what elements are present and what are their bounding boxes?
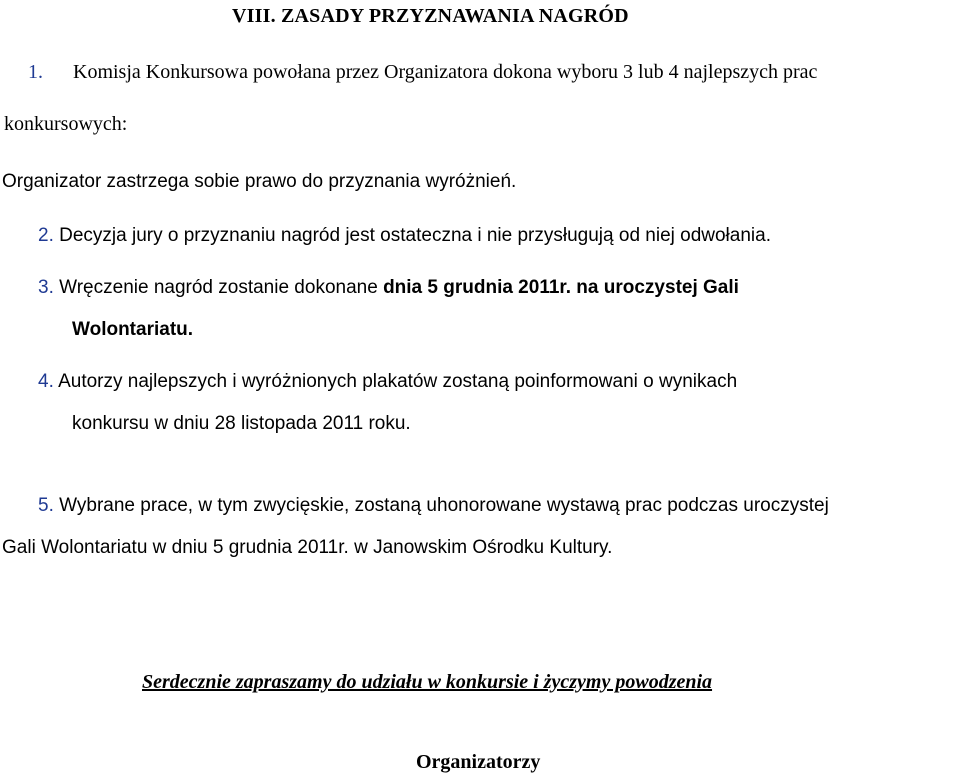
item-number: 5. — [38, 495, 54, 516]
item-text: Autorzy najlepszych i wyróżnionych plakatów zostaną poinformowani o wynikach — [58, 371, 738, 392]
item-text: Decyzja jury o przyznaniu nagród jest ostateczna i nie przysługują od niej odwołania. — [59, 225, 771, 246]
signature: Organizatorzy — [416, 751, 541, 773]
item-text: Wybrane prace, w tym zwycięskie, zostaną uhonorowane wystawą prac podczas uroczystej — [59, 495, 829, 516]
item-number: 1. — [28, 61, 43, 83]
item-text-bold: Wolontariatu. — [72, 319, 194, 340]
list-item-1 — [28, 60, 817, 84]
list-item-1-continuation: konkursowych: — [4, 113, 128, 135]
list-item-3 — [38, 276, 739, 300]
item-text-bold: dnia 5 grudnia 2011r. na uroczystej Gali — [383, 277, 739, 298]
item-number: 2. — [38, 225, 54, 246]
item-text: Komisja Konkursowa powołana przez Organizatora dokona wyboru 3 lub 4 najlepszych prac — [73, 61, 818, 83]
section-heading: VIII. ZASADY PRZYZNAWANIA NAGRÓD — [232, 5, 629, 27]
list-item-5-continuation: Gali Wolontariatu w dniu 5 grudnia 2011r. w Janowskim Ośrodku Kultury. — [2, 537, 613, 558]
closing-invitation: Serdecznie zapraszamy do udziału w konkursie i życzymy powodzenia — [142, 671, 713, 693]
awards-note: Organizator zastrzega sobie prawo do przyznania wyróżnień. — [2, 171, 517, 192]
list-item-4-continuation: konkursu w dniu 28 listopada 2011 roku. — [72, 413, 411, 434]
list-item-2 — [38, 224, 771, 248]
list-item-5 — [38, 494, 829, 518]
list-item-4 — [38, 370, 737, 394]
item-text: Wręczenie nagród zostanie dokonane — [59, 277, 384, 298]
item-number: 3. — [38, 277, 54, 298]
item-number: 4. — [38, 371, 54, 392]
list-item-3-continuation — [72, 318, 193, 342]
